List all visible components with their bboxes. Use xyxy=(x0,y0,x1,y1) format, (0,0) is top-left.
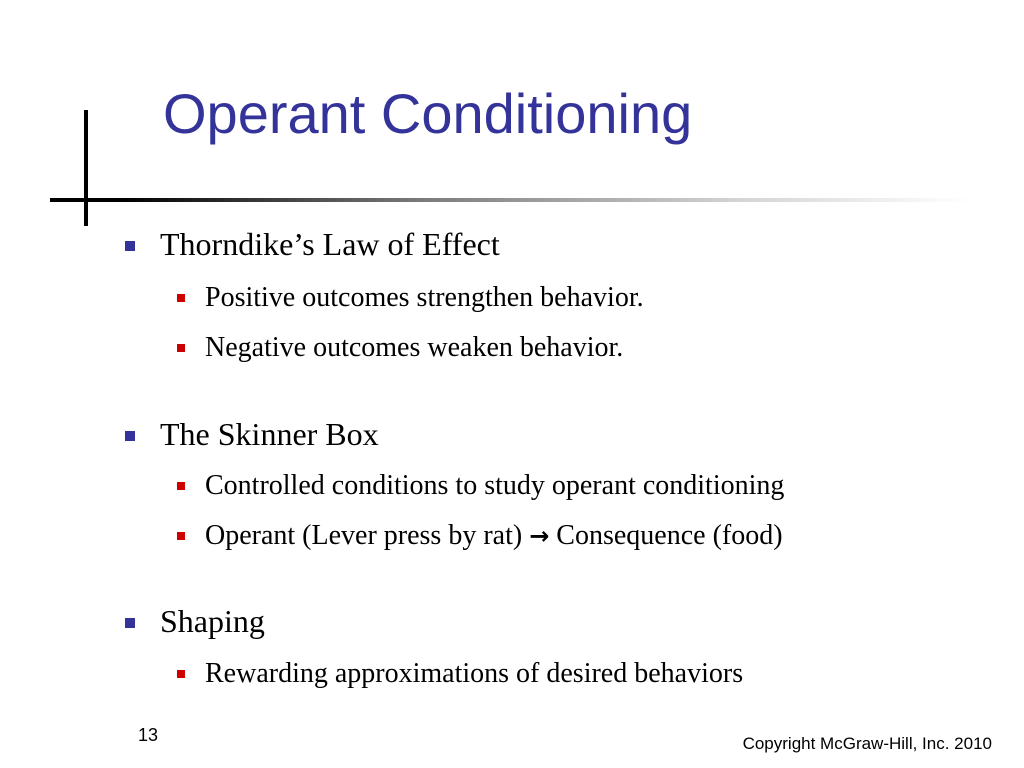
bullet-skinner-box: The Skinner Box xyxy=(160,416,379,452)
sub-bullet-controlled-conditions: Controlled conditions to study operant conditioning xyxy=(205,470,785,501)
sub-bullet-negative-outcomes: Negative outcomes weaken behavior. xyxy=(205,332,624,363)
consequence-text: Consequence (food) xyxy=(556,520,783,551)
level2-bullet-icon xyxy=(177,670,185,678)
sub-bullet-operant-consequence xyxy=(205,519,783,553)
decorative-horizontal-rule xyxy=(50,198,970,202)
level2-bullet-icon xyxy=(177,532,185,540)
sub-bullet-rewarding-approximations: Rewarding approximations of desired behaviors xyxy=(205,658,744,689)
right-arrow-icon: → xyxy=(529,522,550,550)
level2-bullet-icon xyxy=(177,482,185,490)
bullet-thorndike-law: Thorndike’s Law of Effect xyxy=(160,226,500,262)
operant-text: Operant (Lever press by rat) xyxy=(205,520,523,551)
level2-bullet-icon xyxy=(177,344,185,352)
page-number: 13 xyxy=(138,725,159,745)
copyright-footer: Copyright McGraw-Hill, Inc. 2010 xyxy=(742,734,992,753)
level1-bullet-icon xyxy=(125,431,135,441)
level1-bullet-icon xyxy=(125,618,135,628)
slide-title: Operant Conditioning xyxy=(163,82,693,145)
level2-bullet-icon xyxy=(177,294,185,302)
level1-bullet-icon xyxy=(125,241,135,251)
sub-bullet-positive-outcomes: Positive outcomes strengthen behavior. xyxy=(205,282,644,313)
bullet-shaping: Shaping xyxy=(160,603,265,639)
decorative-vertical-rule xyxy=(84,110,88,226)
